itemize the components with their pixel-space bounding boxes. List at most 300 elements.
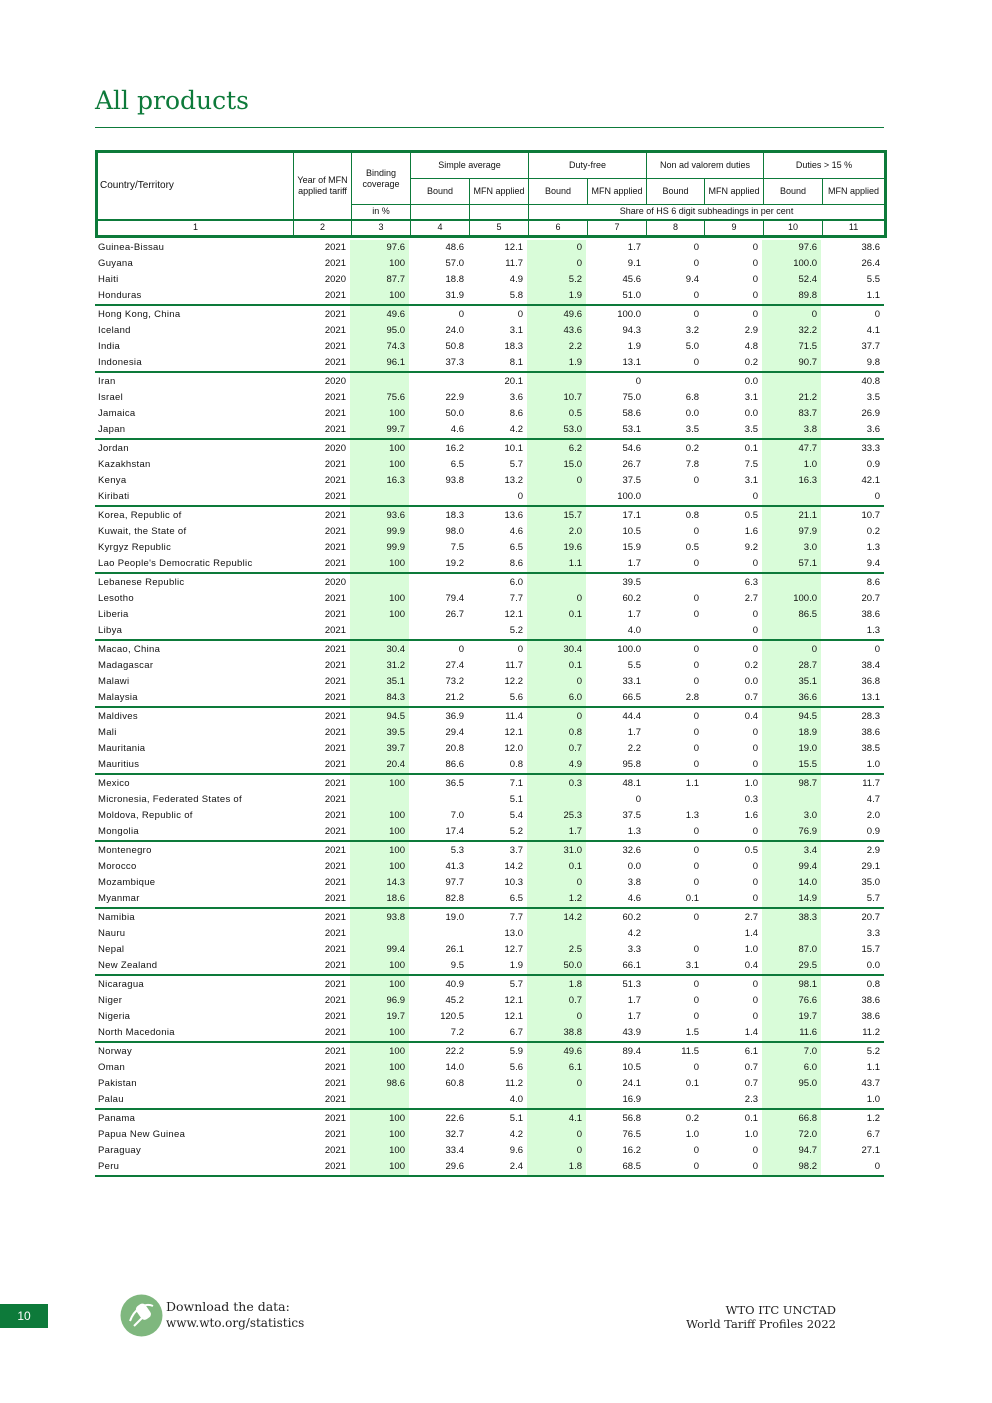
table-cell: 16.2: [445, 442, 464, 454]
table-cell: 7.7: [509, 911, 523, 923]
table-cell: 10.7: [527, 390, 586, 406]
table-cell: 22.6: [445, 1112, 464, 1124]
table-cell: 100: [350, 1127, 409, 1143]
column-number: 8: [647, 220, 705, 237]
country-name: Malawi: [98, 676, 130, 687]
table-cell: 2021: [324, 1145, 346, 1156]
country-name: Mozambique: [98, 877, 156, 888]
table-cell: [409, 489, 468, 506]
table-cell: 5.2: [468, 824, 527, 841]
table-cell: 2021: [324, 408, 346, 419]
table-cell: 0.1: [527, 607, 586, 623]
table-cell: 39.5: [350, 725, 409, 741]
table-cell: 2021: [324, 1129, 346, 1140]
table-cell: 2.2: [527, 339, 586, 355]
table-cell: 86.6: [409, 757, 468, 774]
table-cell: 0.1: [645, 891, 703, 908]
table-cell: 76.5: [622, 1129, 641, 1140]
table-cell: 3.5: [645, 422, 703, 439]
table-cell: 26.1: [445, 944, 464, 955]
table-cell: 73.2: [445, 676, 464, 687]
table-row: [95, 1127, 884, 1143]
table-cell: 24.1: [622, 1078, 641, 1089]
table-cell: 0: [703, 623, 762, 640]
table-cell: 0: [821, 489, 884, 506]
table-cell: 0: [527, 707, 586, 725]
country-name: Myanmar: [95, 891, 292, 908]
table-cell: [409, 1092, 468, 1109]
country-name: Madagascar: [98, 660, 154, 671]
column-number: 11: [823, 220, 886, 237]
table-cell: 43.9: [586, 1025, 645, 1042]
table-row: [95, 256, 884, 272]
table-cell: 98.2: [762, 1159, 821, 1176]
table-cell: 98.6: [350, 1076, 409, 1092]
table-cell: 15.9: [622, 542, 641, 553]
table-cell: 1.6: [744, 810, 758, 821]
column-number: 3: [352, 220, 411, 237]
table-cell: 4.2: [627, 928, 641, 939]
table-cell: 0.5: [744, 844, 758, 856]
country-name: Haiti: [98, 274, 119, 285]
page-title: All products: [95, 86, 249, 115]
country-name: Lao People's Democratic Republic: [95, 556, 292, 573]
table-cell: 17.4: [409, 824, 468, 841]
table-cell: [527, 926, 586, 942]
table-cell: 6.0: [527, 690, 586, 707]
table-cell: 1.7: [627, 242, 641, 253]
table-cell: 5.7: [509, 459, 523, 470]
table-cell: 0: [703, 1159, 762, 1176]
table-cell: 38.6: [861, 242, 880, 253]
table-cell: 0.9: [866, 459, 880, 470]
table-cell: 66.1: [586, 958, 645, 975]
page-number: 10: [0, 1304, 48, 1328]
table-cell: 2021: [292, 690, 350, 707]
table-cell: 96.1: [350, 355, 409, 372]
table-row: [95, 1060, 884, 1076]
table-row: [95, 674, 884, 690]
table-cell: 36.5: [445, 777, 464, 789]
table-cell: 1.1: [685, 777, 699, 789]
table-cell: 0: [527, 591, 586, 607]
table-cell: 100: [350, 406, 409, 422]
table-cell: 5.5: [627, 660, 641, 671]
table-cell: 48.6: [445, 242, 464, 253]
table-cell: 39.7: [350, 741, 409, 757]
country-name: Lebanese Republic: [98, 576, 185, 588]
table-cell: [409, 926, 468, 942]
table-cell: 4.2: [468, 422, 527, 439]
table-cell: 100: [350, 256, 409, 272]
table-cell: 66.8: [762, 1109, 821, 1127]
country-name: Iran: [98, 375, 116, 387]
table-cell: 21.2: [409, 690, 468, 707]
table-cell: 5.1: [509, 794, 523, 805]
table-cell: 43.6: [527, 323, 586, 339]
table-cell: 99.9: [350, 524, 409, 540]
table-cell: 18.6: [350, 891, 409, 908]
table-cell: 9.8: [821, 355, 884, 372]
table-cell: 21.1: [762, 506, 821, 524]
table-cell: 100: [350, 808, 409, 824]
table-cell: 36.8: [861, 676, 880, 687]
table-cell: 35.0: [861, 877, 880, 888]
table-row: [95, 489, 884, 506]
table-cell: 98.0: [445, 526, 464, 537]
table-cell: 60.2: [622, 911, 641, 923]
country-name: Montenegro: [98, 844, 152, 856]
table-cell: 5.5: [866, 274, 880, 285]
in-percent-label: in %: [352, 205, 411, 220]
non-ad-valorem-header: Non ad valorem duties: [647, 152, 764, 179]
country-name: Maldives: [98, 710, 138, 722]
table-cell: 45.2: [445, 995, 464, 1006]
table-cell: 28.3: [861, 710, 880, 722]
table-cell: 20.4: [350, 757, 409, 774]
table-cell: [762, 1092, 821, 1109]
table-cell: 0: [645, 355, 703, 372]
table-cell: 14.0: [762, 875, 821, 891]
table-cell: 3.1: [645, 958, 703, 975]
table-cell: 57.1: [762, 556, 821, 573]
country-name: Norway: [98, 1045, 133, 1057]
table-cell: 5.2: [866, 1045, 880, 1057]
table-cell: 2021: [324, 743, 346, 754]
download-url[interactable]: www.wto.org/statistics: [166, 1316, 305, 1330]
table-cell: 1.3: [685, 810, 699, 821]
table-cell: 37.5: [622, 475, 641, 486]
table-cell: 100: [350, 824, 409, 841]
column-number: 10: [764, 220, 823, 237]
table-cell: 40.9: [445, 978, 464, 990]
table-cell: 3.6: [509, 392, 523, 403]
country-name: Mauritius: [95, 757, 292, 774]
table-cell: 75.6: [350, 390, 409, 406]
table-cell: 0.2: [685, 1112, 699, 1124]
table-cell: 50.8: [445, 341, 464, 352]
table-cell: 4.1: [527, 1109, 586, 1127]
table-row: [95, 422, 884, 439]
table-cell: 0: [527, 1127, 586, 1143]
country-name: Oman: [98, 1062, 126, 1073]
table-cell: 0: [874, 643, 880, 655]
table-cell: 29.4: [445, 727, 464, 738]
table-cell: [527, 1092, 586, 1109]
table-cell: 97.6: [762, 240, 821, 256]
table-cell: 2021: [292, 556, 350, 573]
table-row: [95, 573, 884, 591]
download-text[interactable]: [166, 1299, 304, 1331]
table-cell: 5.2: [527, 272, 586, 288]
table-cell: 2021: [292, 355, 350, 372]
table-cell: 0: [693, 526, 699, 537]
table-cell: 2020: [324, 442, 346, 454]
country-name: Mauritania: [98, 743, 146, 754]
table-cell: 1.8: [527, 1159, 586, 1176]
table-cell: 100.0: [586, 489, 645, 506]
table-cell: 8.1: [468, 355, 527, 372]
table-cell: 82.8: [409, 891, 468, 908]
table-cell: 28.7: [762, 658, 821, 674]
country-name: Malaysia: [95, 690, 292, 707]
table-cell: 0: [517, 643, 523, 655]
table-cell: 50.0: [527, 958, 586, 975]
mfn-header: MFN applied: [823, 179, 886, 205]
table-cell: 2021: [324, 727, 346, 738]
table-cell: 3.8: [762, 422, 821, 439]
table-row: [95, 1042, 884, 1060]
table-cell: 11.2: [505, 1078, 523, 1089]
table-cell: 6.7: [866, 1129, 880, 1140]
table-cell: 10.5: [622, 1062, 641, 1073]
table-cell: 0: [693, 475, 699, 486]
table-cell: 2021: [292, 1025, 350, 1042]
table-cell: 5.0: [685, 341, 699, 352]
country-name: Jordan: [98, 442, 129, 454]
table-cell: 89.8: [762, 288, 821, 305]
table-cell: 100.0: [762, 256, 821, 272]
country-name: Nicaragua: [98, 978, 145, 990]
table-cell: 38.6: [861, 609, 880, 620]
bound-header: Bound: [411, 179, 470, 205]
table-row: [95, 975, 884, 993]
table-cell: [409, 623, 468, 640]
table-cell: 20.8: [445, 743, 464, 754]
table-cell: 4.2: [509, 1129, 523, 1140]
table-cell: 100.0: [617, 643, 641, 655]
table-cell: 100.0: [762, 591, 821, 607]
table-cell: [350, 372, 409, 390]
table-cell: 49.6: [527, 305, 586, 323]
table-cell: 19.7: [350, 1009, 409, 1025]
table-cell: 0.0: [744, 408, 758, 419]
table-cell: 0.8: [527, 725, 586, 741]
table-cell: 2021: [292, 958, 350, 975]
column-number-row: [97, 220, 886, 237]
table-cell: 9.4: [821, 556, 884, 573]
table-cell: 84.3: [350, 690, 409, 707]
table-cell: [409, 792, 468, 808]
table-cell: 100: [350, 841, 409, 859]
table-cell: [409, 372, 468, 390]
title-rule: [95, 127, 884, 128]
simple-average-header: Simple average: [411, 152, 529, 179]
table-cell: 16.9: [586, 1092, 645, 1109]
table-cell: 94.7: [762, 1143, 821, 1159]
country-name: Mexico: [98, 777, 130, 789]
table-cell: 15.0: [527, 457, 586, 473]
table-cell: 4.8: [744, 341, 758, 352]
table-cell: 2021: [324, 944, 346, 955]
table-row: [95, 591, 884, 607]
table-cell: 4.9: [509, 274, 523, 285]
table-cell: 2021: [324, 660, 346, 671]
table-cell: 14.2: [527, 908, 586, 926]
country-name: Kyrgyz Republic: [98, 542, 172, 553]
table-cell: 0.4: [744, 710, 758, 722]
country-name: Micronesia, Federated States of: [98, 794, 242, 805]
table-cell: 4.6: [586, 891, 645, 908]
table-cell: 11.2: [821, 1025, 884, 1042]
table-cell: 0: [752, 308, 758, 320]
table-cell: 7.5: [744, 459, 758, 470]
column-number: 2: [294, 220, 352, 237]
table-cell: 6.5: [509, 542, 523, 553]
table-row: [95, 908, 884, 926]
table-cell: 83.7: [762, 406, 821, 422]
table-cell: 2021: [292, 623, 350, 640]
table-cell: [527, 489, 586, 506]
table-cell: 12.1: [504, 242, 523, 253]
blank-cell: [470, 205, 529, 220]
country-name: Nepal: [98, 944, 125, 955]
country-name: Jamaica: [98, 408, 136, 419]
table-cell: 94.3: [622, 325, 641, 336]
table-cell: 0.0: [627, 861, 641, 872]
country-name: New Zealand: [95, 958, 292, 975]
table-cell: 2.0: [527, 524, 586, 540]
table-cell: 100: [350, 1143, 409, 1159]
country-name: Niger: [98, 995, 123, 1006]
table-row: [95, 993, 884, 1009]
table-cell: [527, 573, 586, 591]
table-cell: 0.1: [744, 1112, 758, 1124]
table-cell: 36.9: [445, 710, 464, 722]
column-number: 1: [97, 220, 294, 237]
table-cell: 13.1: [586, 355, 645, 372]
table-cell: 0: [693, 844, 699, 856]
table-cell: 0.5: [527, 406, 586, 422]
table-cell: 0.7: [703, 690, 762, 707]
table-cell: 2020: [324, 576, 346, 588]
table-cell: 27.4: [445, 660, 464, 671]
table-cell: 8.6: [468, 556, 527, 573]
table-cell: 2021: [324, 911, 346, 923]
country-name: Peru: [95, 1159, 292, 1176]
table-cell: [645, 372, 703, 390]
table-cell: 2021: [292, 824, 350, 841]
table-cell: 14.3: [350, 875, 409, 891]
table-cell: 1.9: [527, 288, 586, 305]
table-cell: 0: [693, 978, 699, 990]
table-cell: 29.5: [762, 958, 821, 975]
table-cell: [645, 926, 703, 942]
column-number: 7: [588, 220, 647, 237]
table-cell: 29.6: [409, 1159, 468, 1176]
table-cell: 100: [350, 859, 409, 875]
table-cell: 12.0: [504, 743, 523, 754]
table-cell: 0: [693, 593, 699, 604]
table-cell: [409, 573, 468, 591]
table-cell: 2021: [324, 475, 346, 486]
country-name: Paraguay: [98, 1145, 142, 1156]
table-cell: 93.8: [350, 908, 409, 926]
table-cell: 40.8: [861, 375, 880, 387]
table-cell: 2021: [324, 844, 346, 856]
table-cell: 19.7: [762, 1009, 821, 1025]
bound-header: Bound: [764, 179, 823, 205]
table-cell: 2021: [324, 995, 346, 1006]
table-cell: [350, 489, 409, 506]
table-cell: 15.5: [762, 757, 821, 774]
table-cell: 54.6: [622, 442, 641, 454]
table-cell: 37.3: [409, 355, 468, 372]
table-cell: 9.6: [509, 1145, 523, 1156]
table-cell: 2021: [324, 509, 346, 521]
share-label: Share of HS 6 digit subheadings in per cent: [529, 205, 886, 220]
table-cell: 0.3: [527, 774, 586, 792]
table-cell: 0: [703, 824, 762, 841]
table-cell: 2.5: [527, 942, 586, 958]
table-cell: 0.7: [744, 1078, 758, 1089]
table-cell: 5.8: [468, 288, 527, 305]
publication-info: [686, 1303, 836, 1331]
table-row: [95, 792, 884, 808]
download-icon[interactable]: [120, 1294, 163, 1337]
table-cell: 2021: [292, 1092, 350, 1109]
table-cell: 5.6: [509, 1062, 523, 1073]
table-cell: 1.9: [527, 355, 586, 372]
table-cell: 7.0: [762, 1042, 821, 1060]
table-cell: 1.4: [744, 928, 758, 939]
table-cell: 0.0: [744, 375, 758, 387]
table-cell: [527, 792, 586, 808]
table-cell: 1.7: [527, 824, 586, 841]
table-cell: 19.0: [762, 741, 821, 757]
table-cell: 95.0: [350, 323, 409, 339]
table-cell: 9.5: [409, 958, 468, 975]
table-row: [95, 1076, 884, 1092]
table-cell: 0: [527, 256, 586, 272]
table-cell: 11.7: [505, 660, 523, 671]
table-cell: [645, 573, 703, 591]
table-cell: 38.5: [861, 743, 880, 754]
table-cell: 87.0: [762, 942, 821, 958]
table-cell: 76.9: [762, 824, 821, 841]
table-cell: 0: [752, 643, 758, 655]
country-name: Korea, Republic of: [98, 509, 182, 521]
table-row: [95, 942, 884, 958]
table-cell: 1.7: [586, 556, 645, 573]
table-cell: 0.1: [685, 1078, 699, 1089]
table-cell: 2.3: [703, 1092, 762, 1109]
table-cell: 18.9: [762, 725, 821, 741]
table-cell: 2021: [324, 459, 346, 470]
duty-free-header: Duty-free: [529, 152, 647, 179]
table-cell: 0: [693, 710, 699, 722]
table-cell: 97.9: [762, 524, 821, 540]
table-cell: 20.7: [861, 593, 880, 604]
table-cell: 97.6: [350, 240, 409, 256]
table-cell: 99.9: [350, 540, 409, 556]
table-cell: 94.5: [350, 707, 409, 725]
table-cell: 2.8: [645, 690, 703, 707]
country-name: Kazakhstan: [98, 459, 151, 470]
table-cell: 38.8: [527, 1025, 586, 1042]
table-cell: 0.0: [821, 958, 884, 975]
table-cell: 1.0: [821, 1092, 884, 1109]
table-cell: 0.7: [527, 741, 586, 757]
table-cell: 26.9: [861, 408, 880, 419]
table-cell: 2.9: [866, 844, 880, 856]
table-cell: 0.2: [744, 660, 758, 671]
table-cell: 99.4: [350, 942, 409, 958]
table-cell: 3.0: [762, 808, 821, 824]
table-cell: 50.0: [445, 408, 464, 419]
table-cell: 6.1: [744, 1045, 758, 1057]
table-cell: 2021: [324, 1045, 346, 1057]
